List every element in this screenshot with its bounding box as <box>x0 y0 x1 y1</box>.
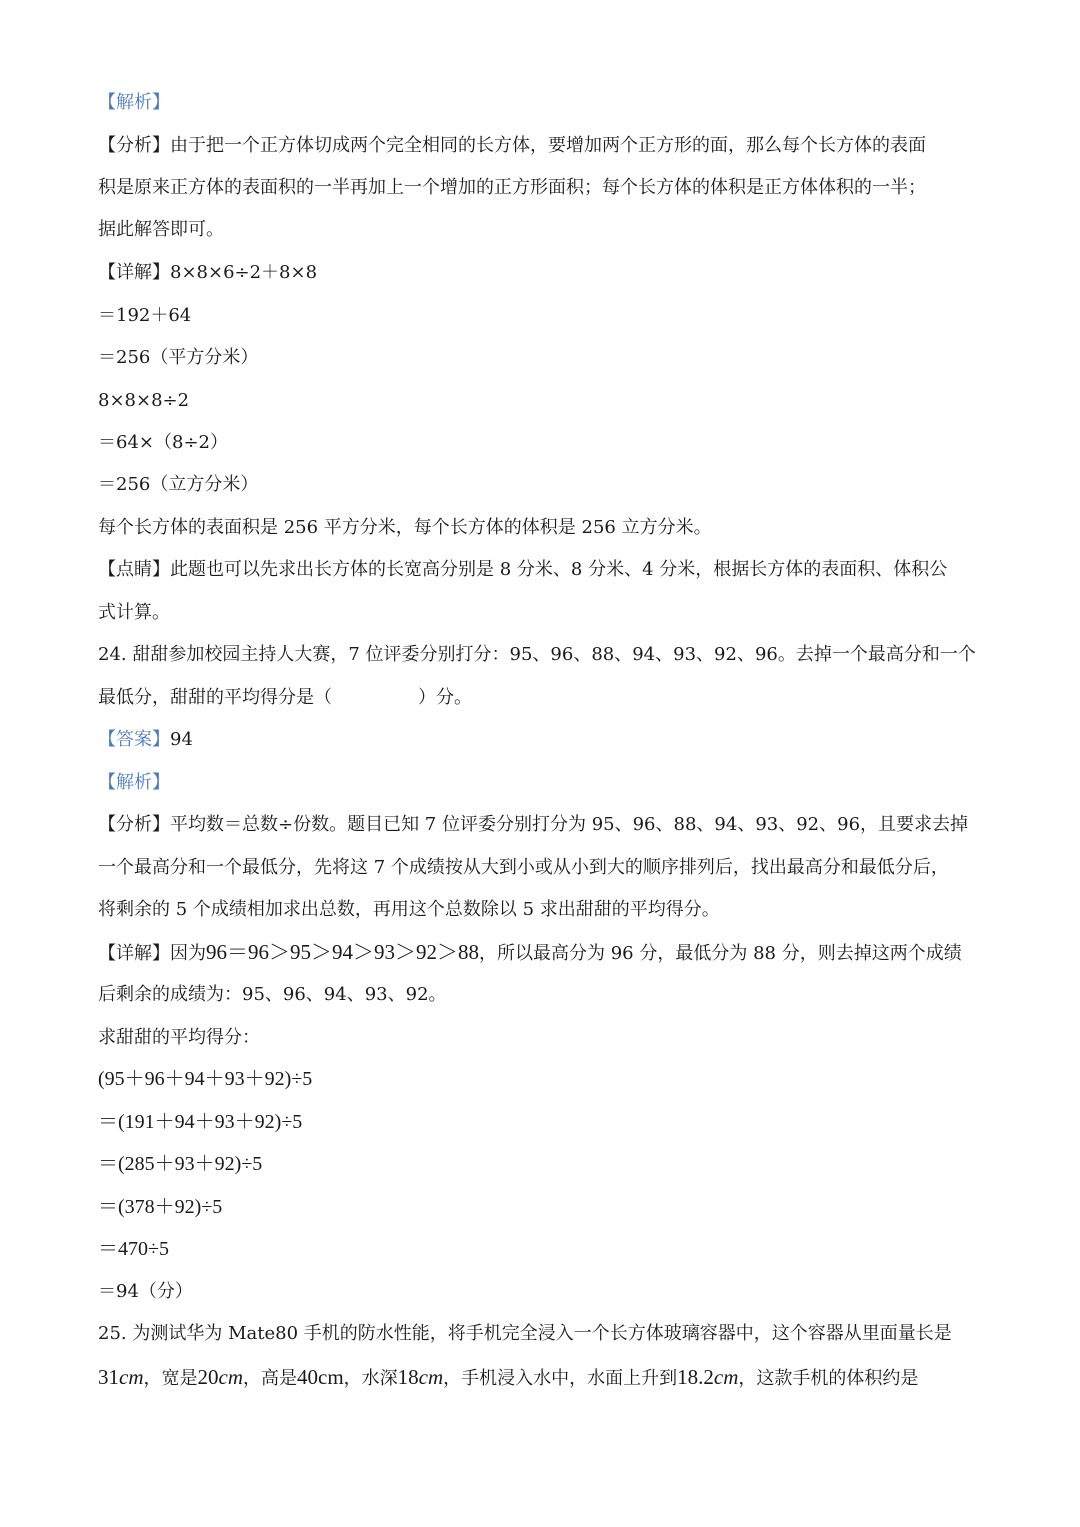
avg-intro: 求甜甜的平均得分： <box>98 1027 260 1048</box>
dianjing-line: 【点睛】此题也可以先求出长方体的长宽高分别是 8 分米、8 分米、4 分米，根据长方体的表面积、体积公 <box>98 559 948 580</box>
math-line: ＝470÷5 <box>98 1238 169 1260</box>
math-line: ＝(285＋93＋92)÷5 <box>98 1153 263 1175</box>
fenxi-paragraph-line: 将剩余的 5 个成绩相加求出总数，再用这个总数除以 5 求出甜甜的平均得分。 <box>98 899 720 920</box>
xiangjie-line: 【详解】8×8×6÷2＋8×8 <box>98 262 318 283</box>
calc-line: ＝64×（8÷2） <box>98 432 228 453</box>
jiexi-label: 【解析】 <box>98 772 170 793</box>
fenxi-paragraph-line: 【分析】平均数＝总数÷份数。题目已知 7 位评委分别打分为 95、96、88、94、93、92、96，且要求去掉 <box>98 814 969 835</box>
question-25-line: 31cm，宽是20cm，高是40cm，水深18cm，手机浸入水中，水面上升到18.2cm，这款手机的体积约是 <box>98 1365 919 1389</box>
dianjing-label: 【点睛】 <box>98 559 170 580</box>
fenxi-paragraph-line: 积是原来正方体的表面积的一半再加上一个增加的正方形面积；每个长方体的体积是正方体体积的一半； <box>98 177 926 198</box>
question-24-line: 最低分，甜甜的平均得分是（ ）分。 <box>98 687 472 708</box>
fenxi-paragraph-line: 一个最高分和一个最低分，先将这 7 个成绩按从大到小或从小到大的顺序排列后，找出最高分和最低分后， <box>98 857 949 878</box>
final-answer-line: ＝94（分） <box>98 1281 193 1302</box>
fenxi-paragraph-line: 【分析】由于把一个正方体切成两个完全相同的长方体，要增加两个正方形的面，那么每个长方体的表面 <box>98 135 926 156</box>
xiangjie-label: 【详解】 <box>98 262 170 283</box>
conclusion-line: 每个长方体的表面积是 256 平方分米，每个长方体的体积是 256 立方分米。 <box>98 517 712 538</box>
calc-line: ＝256（立方分米） <box>98 474 259 495</box>
calc-line: ＝256（平方分米） <box>98 347 259 368</box>
calc-line: 8×8×8÷2 <box>98 390 190 411</box>
math-line: (95＋96＋94＋93＋92)÷5 <box>98 1068 313 1090</box>
math-line: ＝(191＋94＋93＋92)÷5 <box>98 1111 303 1133</box>
calc-line: ＝192＋64 <box>98 305 192 326</box>
answer-label: 【答案】 <box>98 729 170 750</box>
answer-value: 94 <box>170 729 193 750</box>
fenxi-paragraph-line: 据此解答即可。 <box>98 219 224 240</box>
fenxi-label: 【分析】 <box>98 135 170 156</box>
fenxi-label: 【分析】 <box>98 814 170 835</box>
jiexi-label: 【解析】 <box>98 92 170 113</box>
dianjing-line: 式计算。 <box>98 602 170 623</box>
inequality-chain: 96＝96＞95＞94＞93＞92＞88 <box>206 940 479 964</box>
math-line: ＝(378＋92)÷5 <box>98 1196 223 1218</box>
xiangjie-line: 后剩余的成绩为：95、96、94、93、92。 <box>98 984 447 1005</box>
question-24-line: 24. 甜甜参加校园主持人大赛，7 位评委分别打分：95、96、88、94、93、92、96。去掉一个最高分和一个 <box>98 644 976 665</box>
answer-line <box>98 728 988 752</box>
xiangjie-label: 【详解】 <box>98 943 170 964</box>
question-25-line: 25. 为测试华为 Mate80 手机的防水性能，将手机完全浸入一个长方体玻璃容器中，这个容器从里面量长是 <box>98 1323 952 1344</box>
xiangjie-line: 【详解】因为96＝96＞95＞94＞93＞92＞88，所以最高分为 96 分，最低分为 88 分，则去掉这两个成绩 <box>98 940 962 964</box>
